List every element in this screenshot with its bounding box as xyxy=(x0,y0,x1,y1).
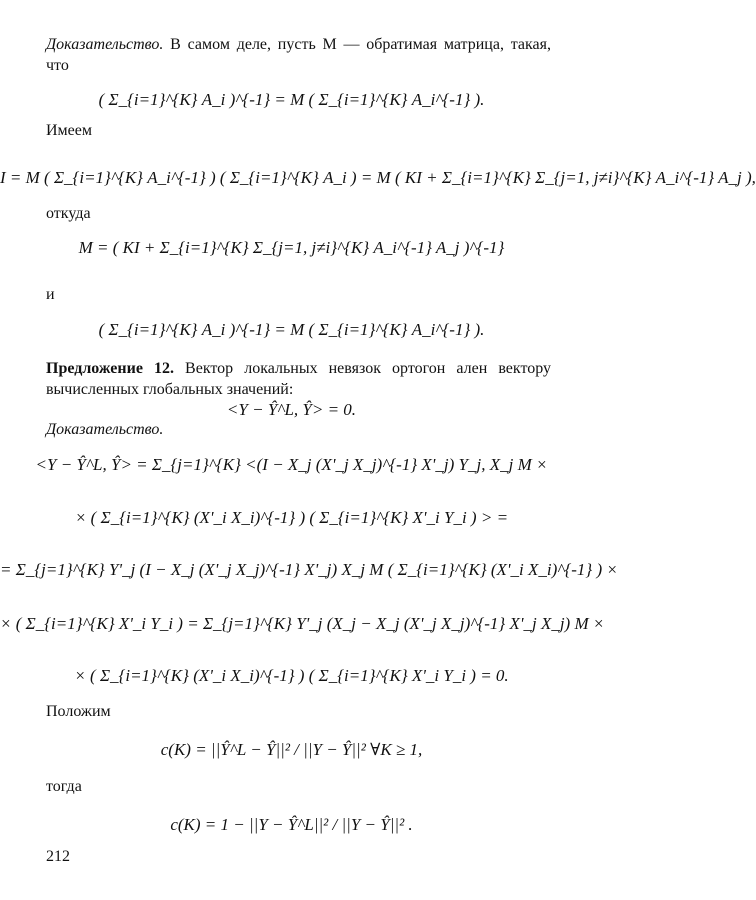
equation-5: <Y − Ŷ^L, Ŷ> = 0. xyxy=(226,400,357,419)
equation-6-line-3: = Σ_{j=1}^{K} Y'_j (I − X_j (X'_j X_j)^{-1} X'_j) X_j M ( Σ_{i=1}^{K} (X'_i X_i)^{-1} ) × xyxy=(0,560,618,579)
equation-6-line-1: <Y − Ŷ^L, Ŷ> = Σ_{j=1}^{K} <(I − X_j (X'_j X_j)^{-1} X'_j) Y_j, X_j M × xyxy=(35,455,548,474)
proof-intro-text: В самом деле, пусть M — обратимая матрица, такая, что xyxy=(46,36,551,74)
word-togda: тогда xyxy=(46,778,82,795)
equation-4: ( Σ_{i=1}^{K} A_i )^{-1} = M ( Σ_{i=1}^{K} A_i^{-1} ). xyxy=(98,320,485,339)
equation-6-line-4: × ( Σ_{i=1}^{K} X'_i Y_i ) = Σ_{j=1}^{K} Y'_j (X_j − X_j (X'_j X_j)^{-1} X'_j X_j) M × xyxy=(0,614,605,633)
proposition-text: Вектор локальных невязок ортогон ален вектору вычисленных глобальных значений: xyxy=(46,360,552,398)
word-imeem: Имеем xyxy=(46,122,93,139)
proof-label-2: Доказательство. xyxy=(46,421,164,438)
page-number: 212 xyxy=(46,848,70,865)
proof-label: Доказательство. xyxy=(46,36,164,53)
proof-intro-paragraph xyxy=(46,34,551,76)
equation-2: I = M ( Σ_{i=1}^{K} A_i^{-1} ) ( Σ_{i=1}^{K} A_i ) = M ( KI + Σ_{i=1}^{K} Σ_{j=1, j≠i}^{K} A_i^{-1} A_j ), xyxy=(0,168,756,187)
proposition-paragraph xyxy=(46,358,551,400)
equation-6-line-2: × ( Σ_{i=1}^{K} (X'_i X_i)^{-1} ) ( Σ_{i=1}^{K} X'_i Y_i ) > = xyxy=(74,508,509,527)
equation-1: ( Σ_{i=1}^{K} A_i )^{-1} = M ( Σ_{i=1}^{K} A_i^{-1} ). xyxy=(98,90,485,109)
proposition-label: Предложение 12. xyxy=(46,360,174,377)
word-i: и xyxy=(46,286,55,303)
equation-7: c(K) = ||Ŷ^L − Ŷ||² / ||Y − Ŷ||² ∀K ≥ 1, xyxy=(160,740,423,759)
equation-3: M = ( KI + Σ_{i=1}^{K} Σ_{j=1, j≠i}^{K} A_i^{-1} A_j )^{-1} xyxy=(78,238,505,257)
equation-8: c(K) = 1 − ||Y − Ŷ^L||² / ||Y − Ŷ||² . xyxy=(170,815,413,834)
word-otkuda: откуда xyxy=(46,205,91,222)
word-polozhim: Положим xyxy=(46,703,111,720)
equation-6-line-5: × ( Σ_{i=1}^{K} (X'_i X_i)^{-1} ) ( Σ_{i=1}^{K} X'_i Y_i ) = 0. xyxy=(74,666,509,685)
